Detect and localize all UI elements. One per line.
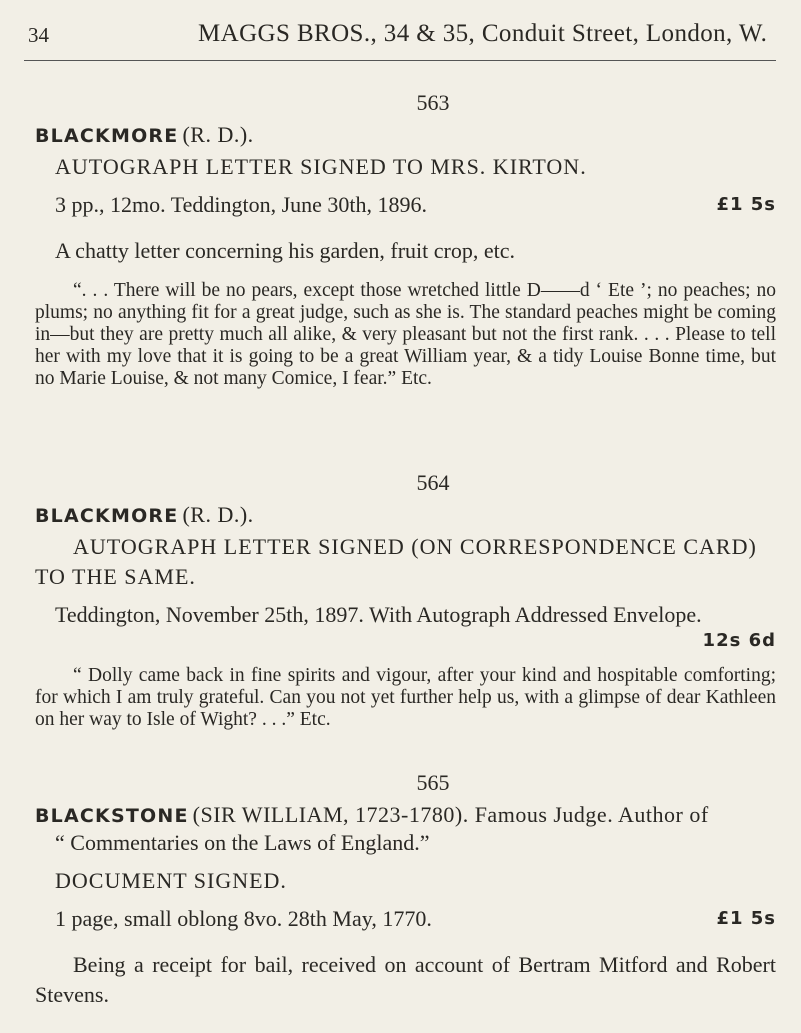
catalogue-entry: [35, 90, 776, 390]
entry-number: 563: [416, 90, 450, 115]
running-head: MAGGS BROS., 34 & 35, Conduit Street, London, W.: [198, 20, 768, 47]
entry-description: A chatty letter concerning his garden, fruit crop, etc.: [55, 238, 515, 263]
entry-author-paren: (R. D.).: [182, 502, 254, 527]
entry-details: 1 page, small oblong 8vo. 28th May, 1770.: [55, 906, 432, 931]
entry-price: £1 5s: [716, 908, 776, 929]
entry-quote: “ Dolly came back in fine spirits and vigour, after your kind and hospitable comforting; for which I am truly grateful. Can you not yet further help us, with a glimpse of dear Kathleen on her way to Isle of Wight? . . .” Etc.: [35, 665, 776, 730]
catalogue-entry: [35, 470, 776, 731]
entry-author-paren: (R. D.).: [182, 122, 254, 147]
entry-quote: “. . . There will be no pears, except those wretched little D——d ‘ Ete ’; no peaches; no plums; no anything fit for a great judge, such as she is. The standard peaches might be coming in—but they are pretty much all alike, & very pleasant but not the first rank. . . . Please to tell her with my love that it is going to be a great William year, & a tidy Louise Bonne time, but no Marie Louise, & not many Comice, I fear.” Etc.: [35, 280, 776, 389]
entry-author: BLACKSTONE: [35, 805, 189, 827]
entry-details: 3 pp., 12mo. Teddington, June 30th, 1896.: [55, 192, 428, 217]
entry-details: Teddington, November 25th, 1897. With Autograph Addressed Envelope.: [55, 602, 702, 627]
entry-title: AUTOGRAPH LETTER SIGNED TO MRS. KIRTON.: [55, 154, 587, 179]
entry-description: Being a receipt for bail, received on account of Bertram Mitford and Robert Stevens.: [35, 952, 776, 1007]
running-header: [28, 8, 776, 48]
entry-author-paren: (SIR WILLIAM, 1723-1780). Famous Judge. Author of: [192, 802, 709, 827]
page-number: 34: [28, 23, 49, 47]
entry-title: AUTOGRAPH LETTER SIGNED (ON CORRESPONDENCE CARD) TO THE SAME.: [35, 534, 757, 589]
entry-author: BLACKMORE: [35, 125, 179, 147]
entry-title: DOCUMENT SIGNED.: [55, 868, 287, 893]
entry-author-cont: “ Commentaries on the Laws of England.”: [55, 830, 430, 855]
header-rule: [24, 60, 776, 61]
entry-author: BLACKMORE: [35, 505, 179, 527]
entry-price: 12s 6d: [702, 630, 776, 651]
entry-number: 565: [416, 770, 450, 795]
entry-number: 564: [416, 470, 450, 495]
entry-price: £1 5s: [716, 194, 776, 215]
catalogue-entry: [35, 770, 776, 1010]
